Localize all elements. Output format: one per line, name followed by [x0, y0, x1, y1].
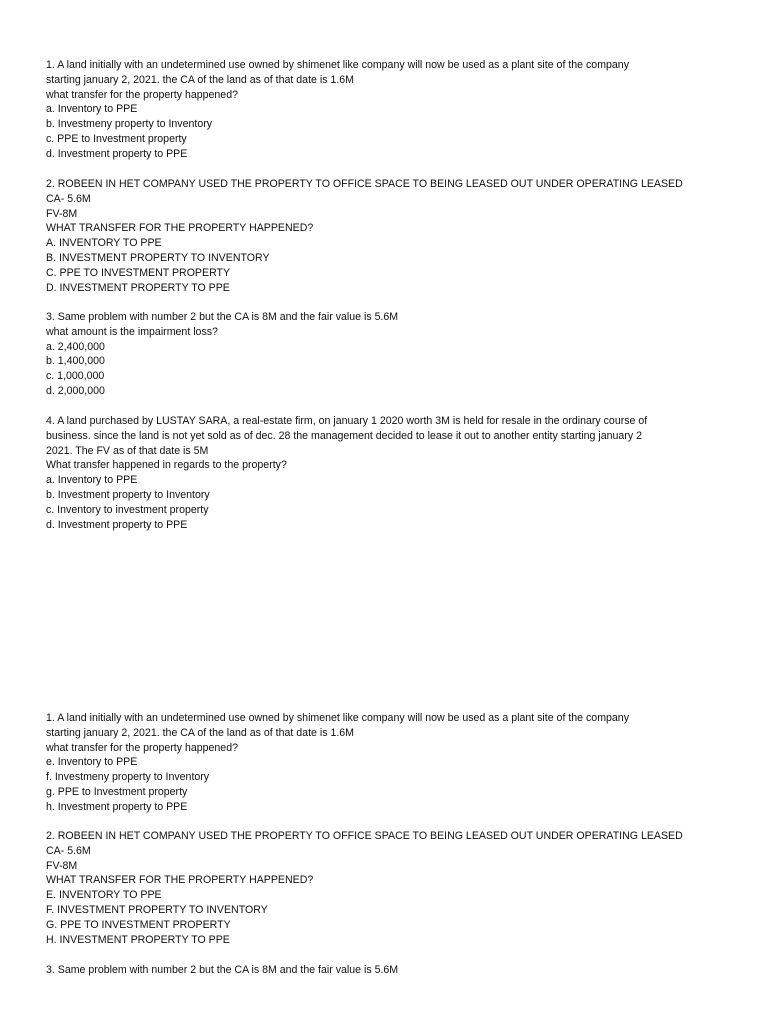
question-4-option-c: c. Inventory to investment property — [46, 503, 209, 516]
question-2-prompt: WHAT TRANSFER FOR THE PROPERTY HAPPENED? — [46, 222, 314, 235]
question-2-option-b: B. INVESTMENT PROPERTY TO INVENTORY — [46, 251, 270, 264]
question-1-block — [46, 58, 722, 162]
question-2-option-a: A. INVENTORY TO PPE — [46, 237, 162, 250]
question-4-option-b: b. Investment property to Inventory — [46, 488, 210, 501]
question-2-ca: CA- 5.6M — [46, 192, 91, 205]
question-4-stem-line-2: business. since the land is not yet sold as of dec. 28 the management decided to lease it out to another entity starting january 2 — [46, 429, 642, 442]
question-2-repeat-ca: CA- 5.6M — [46, 844, 91, 857]
question-1-repeat-stem-line-1: 1. A land initially with an undetermined use owned by shimenet like company will now be used as a plant site of the company — [46, 712, 629, 724]
question-1-prompt: what transfer for the property happened? — [46, 88, 238, 101]
question-3-repeat-stem: 3. Same problem with number 2 but the CA is 8M and the fair value is 5.6M — [46, 964, 399, 976]
question-2-repeat-option-f: F. INVESTMENT PROPERTY TO INVENTORY — [46, 903, 268, 916]
question-1-stem-line-1: 1. A land initially with an undetermined use owned by shimenet like company will now be used as a plant site of the company — [46, 59, 629, 71]
question-2-option-c: C. PPE TO INVESTMENT PROPERTY — [46, 266, 231, 279]
question-3-option-c: c. 1,000,000 — [46, 370, 105, 383]
question-2-repeat-option-e: E. INVENTORY TO PPE — [46, 889, 162, 902]
question-1-repeat-option-e: e. Inventory to PPE — [46, 756, 138, 769]
question-2-block — [46, 177, 722, 295]
question-2-repeat-option-g: G. PPE TO INVESTMENT PROPERTY — [46, 918, 231, 931]
question-1-option-d: d. Investment property to PPE — [46, 147, 188, 160]
question-4-option-a: a. Inventory to PPE — [46, 474, 138, 487]
question-1-repeat-option-h: h. Investment property to PPE — [46, 800, 188, 813]
question-2-option-d: D. INVESTMENT PROPERTY TO PPE — [46, 281, 230, 294]
question-3-repeat-block — [46, 963, 722, 978]
question-1-repeat-stem-line-2: starting january 2, 2021. the CA of the land as of that date is 1.6M — [46, 726, 354, 739]
question-2-repeat-prompt: WHAT TRANSFER FOR THE PROPERTY HAPPENED? — [46, 874, 314, 887]
question-3-option-b: b. 1,400,000 — [46, 355, 105, 368]
question-1-repeat-prompt: what transfer for the property happened? — [46, 741, 238, 754]
question-1-stem-line-2: starting january 2, 2021. the CA of the land as of that date is 1.6M — [46, 73, 354, 86]
question-4-option-d: d. Investment property to PPE — [46, 518, 188, 531]
question-1-option-a: a. Inventory to PPE — [46, 103, 138, 116]
question-3-stem: 3. Same problem with number 2 but the CA is 8M and the fair value is 5.6M — [46, 311, 399, 323]
question-4-block — [46, 414, 722, 532]
question-2-repeat-option-h: H. INVESTMENT PROPERTY TO PPE — [46, 933, 230, 946]
question-1-option-b: b. Investmeny property to Inventory — [46, 118, 213, 131]
question-4-prompt: What transfer happened in regards to the property? — [46, 459, 287, 472]
question-3-prompt: what amount is the impairment loss? — [46, 325, 218, 338]
question-2-repeat-fv: FV-8M — [46, 859, 78, 872]
question-1-repeat-option-f: f. Investmeny property to Inventory — [46, 771, 210, 784]
question-1-option-c: c. PPE to Investment property — [46, 132, 187, 145]
question-4-stem-line-3: 2021. The FV as of that date is 5M — [46, 444, 209, 457]
question-4-stem-line-1: 4. A land purchased by LUSTAY SARA, a real-estate firm, on january 1 2020 worth 3M is held for resale in the ordinary course of — [46, 415, 648, 427]
question-1-repeat-block — [46, 711, 722, 815]
question-2-repeat-stem: 2. ROBEEN IN HET COMPANY USED THE PROPERTY TO OFFICE SPACE TO BEING LEASED OUT UNDER OPERATING LEASED — [46, 830, 683, 842]
question-3-option-a: a. 2,400,000 — [46, 340, 105, 353]
question-2-fv: FV-8M — [46, 207, 78, 220]
question-2-repeat-block — [46, 829, 722, 947]
question-1-repeat-option-g: g. PPE to Investment property — [46, 785, 188, 798]
question-3-block — [46, 310, 722, 399]
question-3-option-d: d. 2,000,000 — [46, 384, 105, 397]
question-2-stem: 2. ROBEEN IN HET COMPANY USED THE PROPERTY TO OFFICE SPACE TO BEING LEASED OUT UNDER OPERATING LEASED — [46, 178, 683, 190]
